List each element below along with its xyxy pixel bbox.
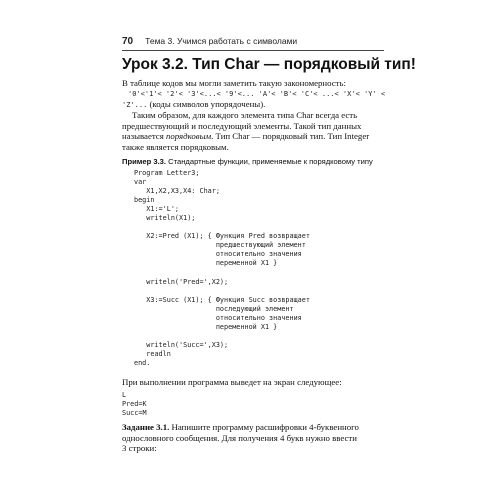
paragraph-line: . Тип Char — порядковый тип. Тип Integer xyxy=(211,131,370,142)
code-line: Program Letter3; xyxy=(134,169,200,177)
paragraph-line: предшествующий и последующий элементы. Такой тип данных xyxy=(122,120,362,131)
intro-mono-fragment: 'Z'... xyxy=(122,101,148,110)
paragraph-line: Таким образом, для каждого элемента типа Char всегда есть xyxy=(132,110,358,120)
output-line: Succ=M xyxy=(122,409,147,418)
emphasis-term: порядковым xyxy=(165,131,212,142)
running-header xyxy=(122,36,384,47)
code-line: X1,X2,X3,X4: Char; xyxy=(134,187,220,196)
intro-paragraph xyxy=(122,78,384,111)
code-line: относительно значения xyxy=(134,250,302,259)
lesson-title: Урок 3.2. Тип Char — порядковый тип! xyxy=(122,56,416,73)
task-paragraph xyxy=(122,422,384,454)
code-line: X3:=Succ (X1); { Функция Succ возвращает xyxy=(134,295,310,304)
code-line: последующий элемент xyxy=(134,304,294,313)
code-line xyxy=(134,287,310,296)
code-line: writeln('Succ=',X3); xyxy=(134,340,229,349)
code-line: переменной X1 } xyxy=(134,259,278,268)
task-line: однословного сообщения. Для получения 4 букв нужно ввести xyxy=(122,432,357,443)
ordinal-paragraph xyxy=(122,110,384,152)
output-line: Pred=K xyxy=(122,400,147,409)
code-line: end. xyxy=(134,358,151,367)
code-listing xyxy=(134,169,310,368)
output-line: L xyxy=(122,391,127,399)
code-line: readln xyxy=(134,349,171,358)
code-line: writeln('Pred=',X2); xyxy=(134,277,229,286)
code-line: begin xyxy=(134,196,155,205)
task-line: 3 строки: xyxy=(122,443,157,454)
code-line: writeln(X1); xyxy=(134,214,196,223)
code-line: X1:='L'; xyxy=(134,205,180,214)
example-caption-text: Стандартные функции, применяемые к порядковому типу xyxy=(166,157,373,166)
example-caption xyxy=(122,157,392,166)
paragraph-line: называется xyxy=(122,131,166,142)
code-line: X2:=Pred (X1); { Функция Pred возвращает xyxy=(134,232,310,241)
header-rule xyxy=(122,50,384,51)
paragraph-line: также является порядковым. xyxy=(122,141,229,152)
intro-mono-line: '0'<'1'< '2'< '3'<...< '9'<... 'A'< 'B'< 'C'< ...< 'X'< 'Y' < xyxy=(128,89,386,98)
page-number: 70 xyxy=(122,36,134,47)
intro-line: В таблице кодов мы могли заметить такую закономерность: xyxy=(122,78,346,88)
code-line: относительно значения xyxy=(134,313,302,322)
task-label: Задание 3.1. xyxy=(122,422,170,432)
intro-line-tail: (коды символов упорядочены). xyxy=(147,99,266,110)
code-line xyxy=(134,269,310,278)
result-intro: При выполнении программа выведет на экран следующее: xyxy=(122,377,342,387)
example-label: Пример 3.3. xyxy=(122,157,167,166)
program-output xyxy=(122,391,147,418)
task-line: Напишите программу расшифровки 4-буквенного xyxy=(169,422,359,432)
code-line xyxy=(134,223,310,232)
code-line: предшествующий элемент xyxy=(134,241,306,250)
code-line: var xyxy=(134,178,147,187)
code-line: переменной X1 } xyxy=(134,322,278,331)
code-line xyxy=(134,332,310,341)
running-title: Тема 3. Учимся работать с символами xyxy=(145,36,298,46)
